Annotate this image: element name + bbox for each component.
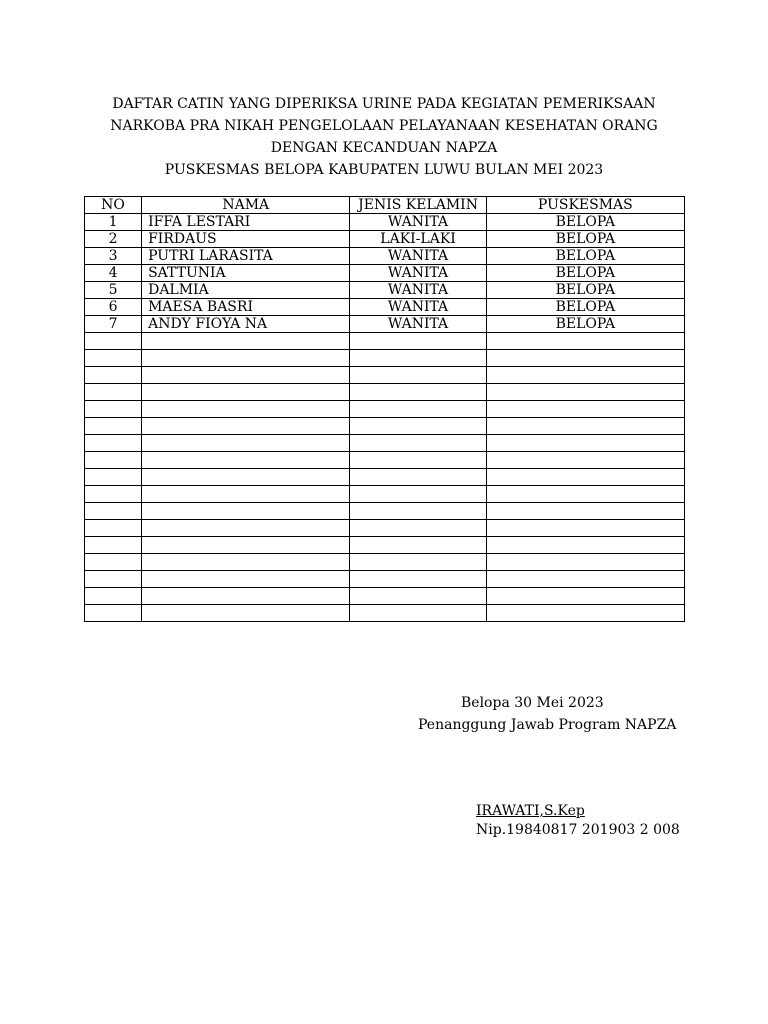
cell-jenis-kelamin: WANITA bbox=[350, 265, 486, 282]
cell-no: 7 bbox=[85, 316, 142, 333]
empty-row bbox=[85, 605, 685, 622]
empty-row bbox=[85, 384, 685, 401]
cell-no: 1 bbox=[85, 214, 142, 231]
table-row bbox=[85, 265, 685, 282]
cell-nama: SATTUNIA bbox=[142, 265, 350, 282]
cell-jenis-kelamin: LAKI-LAKI bbox=[350, 231, 486, 248]
cell-nama: ANDY FIOYA NA bbox=[142, 316, 350, 333]
table-row bbox=[85, 231, 685, 248]
cell-jenis-kelamin: WANITA bbox=[350, 214, 486, 231]
cell-puskesmas: BELOPA bbox=[486, 299, 684, 316]
cell-no: 5 bbox=[85, 282, 142, 299]
cell-nama: FIRDAUS bbox=[142, 231, 350, 248]
cell-nama: MAESA BASRI bbox=[142, 299, 350, 316]
cell-jenis-kelamin: WANITA bbox=[350, 316, 486, 333]
empty-row bbox=[85, 350, 685, 367]
empty-row bbox=[85, 367, 685, 384]
cell-no: 3 bbox=[85, 248, 142, 265]
cell-nama: DALMIA bbox=[142, 282, 350, 299]
cell-nama: IFFA LESTARI bbox=[142, 214, 350, 231]
cell-no: 2 bbox=[85, 231, 142, 248]
empty-row bbox=[85, 418, 685, 435]
empty-row bbox=[85, 588, 685, 605]
header-jenis-kelamin: JENIS KELAMIN bbox=[350, 197, 486, 214]
cell-no: 4 bbox=[85, 265, 142, 282]
header-no: NO bbox=[85, 197, 142, 214]
empty-row bbox=[85, 554, 685, 571]
table-row bbox=[85, 214, 685, 231]
empty-row bbox=[85, 520, 685, 537]
table-row bbox=[85, 316, 685, 333]
cell-jenis-kelamin: WANITA bbox=[350, 248, 486, 265]
cell-no: 6 bbox=[85, 299, 142, 316]
cell-puskesmas: BELOPA bbox=[486, 316, 684, 333]
title-line-3: DENGAN KECANDUAN NAPZA bbox=[270, 140, 498, 156]
empty-row bbox=[85, 333, 685, 350]
signatory-name: IRAWATI,S.Kep bbox=[476, 803, 585, 819]
signatory-role: Penanggung Jawab Program NAPZA bbox=[418, 717, 677, 733]
title-line-4: PUSKESMAS BELOPA KABUPATEN LUWU BULAN MEI 2023 bbox=[164, 162, 604, 178]
empty-row bbox=[85, 435, 685, 452]
table-row bbox=[85, 248, 685, 265]
title-line-2: NARKOBA PRA NIKAH PENGELOLAAN PELAYANAAN KESEHATAN ORANG bbox=[110, 118, 658, 134]
empty-row bbox=[85, 486, 685, 503]
cell-jenis-kelamin: WANITA bbox=[350, 282, 486, 299]
cell-puskesmas: BELOPA bbox=[486, 248, 684, 265]
header-nama: NAMA bbox=[142, 197, 350, 214]
header-puskesmas: PUSKESMAS bbox=[486, 197, 684, 214]
empty-row bbox=[85, 571, 685, 588]
empty-row bbox=[85, 469, 685, 486]
table-row bbox=[85, 282, 685, 299]
cell-puskesmas: BELOPA bbox=[486, 231, 684, 248]
empty-row bbox=[85, 452, 685, 469]
signatory-nip: Nip.19840817 201903 2 008 bbox=[476, 822, 680, 838]
cell-nama: PUTRI LARASITA bbox=[142, 248, 350, 265]
table-header-row bbox=[85, 197, 685, 214]
cell-puskesmas: BELOPA bbox=[486, 214, 684, 231]
catin-table bbox=[84, 196, 685, 622]
cell-puskesmas: BELOPA bbox=[486, 265, 684, 282]
empty-row bbox=[85, 401, 685, 418]
table-row bbox=[85, 299, 685, 316]
cell-jenis-kelamin: WANITA bbox=[350, 299, 486, 316]
document-title bbox=[84, 93, 684, 181]
empty-row bbox=[85, 503, 685, 520]
cell-puskesmas: BELOPA bbox=[486, 282, 684, 299]
empty-row bbox=[85, 537, 685, 554]
place-date: Belopa 30 Mei 2023 bbox=[461, 695, 604, 711]
title-line-1: DAFTAR CATIN YANG DIPERIKSA URINE PADA KEGIATAN PEMERIKSAAN bbox=[112, 96, 656, 112]
